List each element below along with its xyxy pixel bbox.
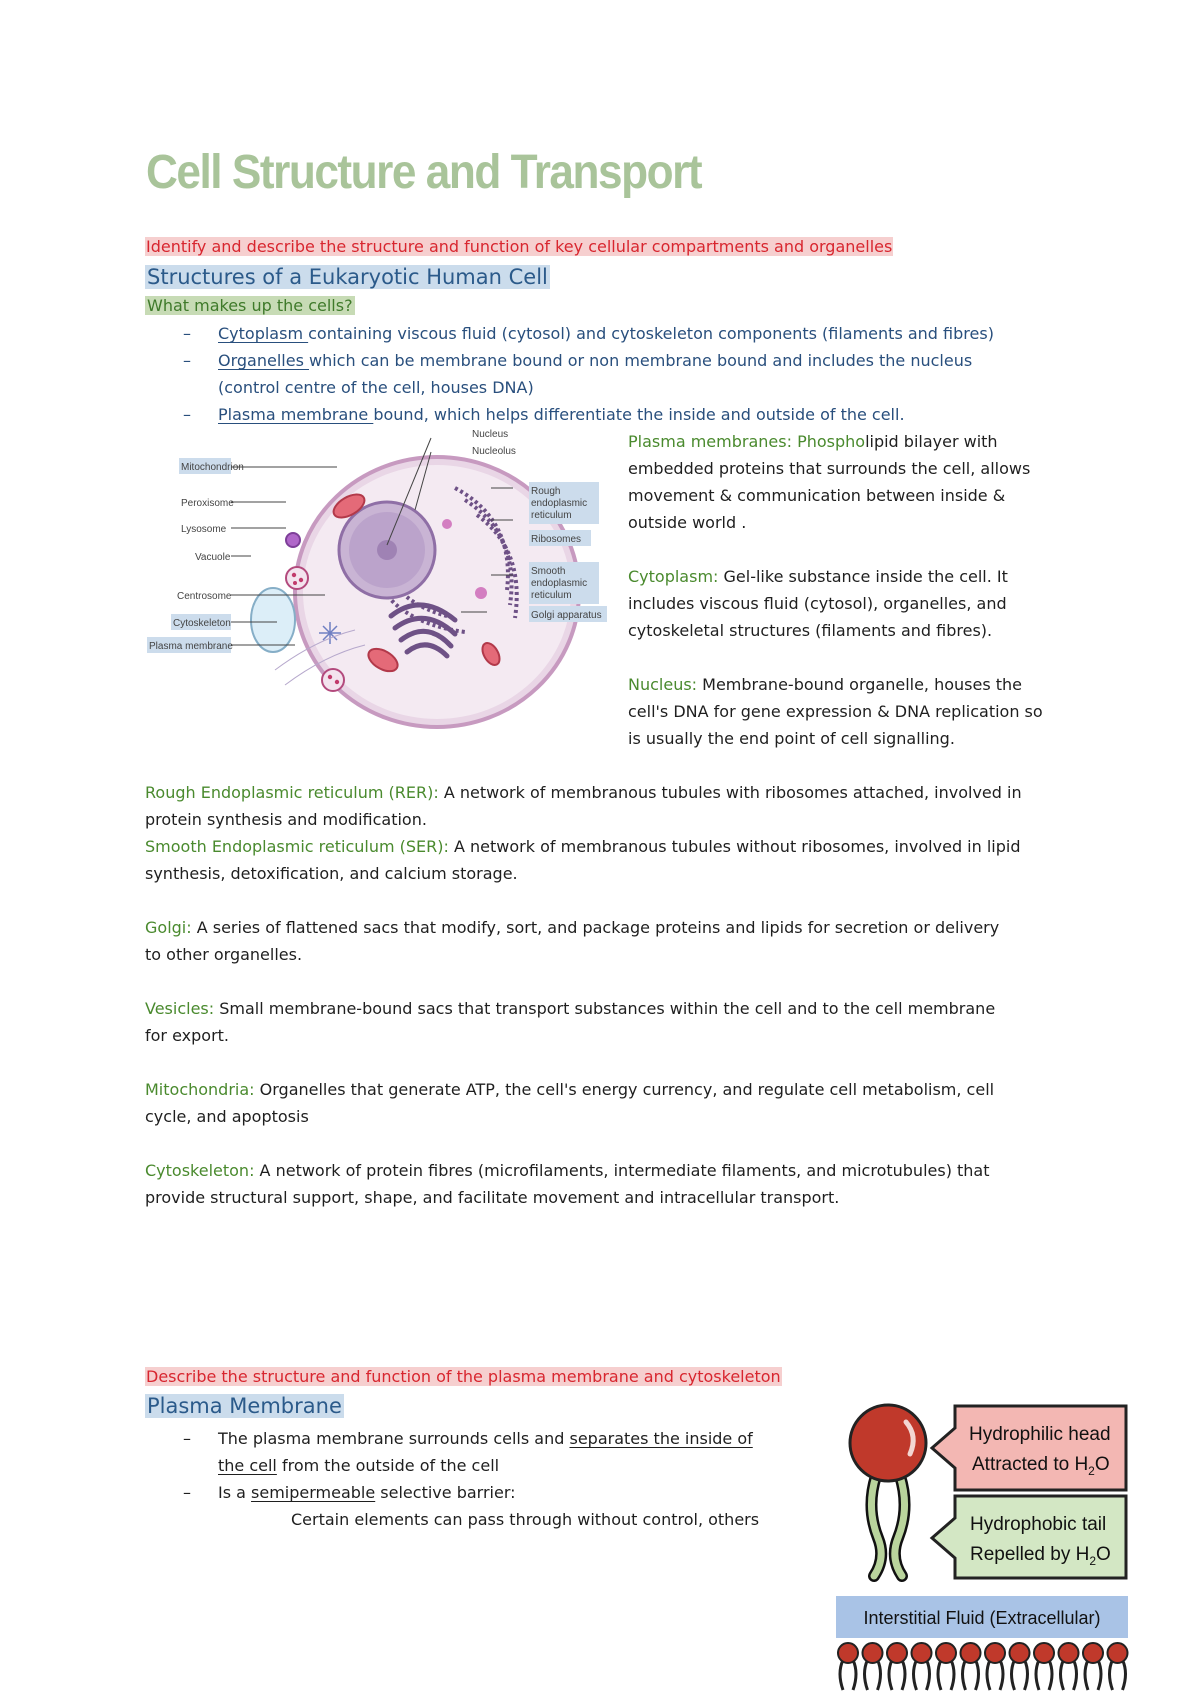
- bilayer-tail: [1000, 1660, 1003, 1690]
- label-lysosome: Lysosome: [181, 524, 227, 535]
- tail-label-1: Hydrophobic tail: [970, 1514, 1107, 1535]
- label-nucleus: Nucleus: [472, 429, 509, 440]
- heading-structures: Structures of a Eukaryotic Human Cell: [147, 265, 548, 289]
- vacuole-shape: [251, 588, 295, 652]
- bilayer-tail: [902, 1660, 905, 1690]
- organelle-paragraphs: [145, 779, 1065, 1211]
- bilayer-tail: [1110, 1660, 1113, 1690]
- bullet-semipermeable-cont: Certain elements can pass through without control, others: [291, 1510, 760, 1529]
- label-rough-er-1: Rough: [531, 486, 561, 497]
- bilayer-tail: [963, 1660, 966, 1690]
- bullet-organelles: – Organelles which can be membrane bound or non membrane bound and includes the nucleus: [183, 351, 973, 370]
- bilayer-tail: [878, 1660, 881, 1690]
- label-smooth-er-1: Smooth: [531, 566, 566, 577]
- bilayer-head: [1083, 1643, 1103, 1663]
- label-golgi: Golgi apparatus: [531, 610, 602, 621]
- side-paragraphs: [628, 428, 1068, 752]
- bullet-list-1: [183, 320, 1063, 428]
- phospholipid-diagram: [836, 1398, 1138, 1697]
- bilayer-tail: [1049, 1660, 1052, 1690]
- label-nucleolus: Nucleolus: [472, 446, 516, 457]
- bullet-semipermeable: – Is a semipermeable selective barrier:: [183, 1483, 516, 1502]
- page-title: Cell Structure and Transport: [146, 146, 702, 199]
- bilayer-tail: [938, 1660, 941, 1690]
- label-peroxisome: Peroxisome: [181, 498, 234, 509]
- bilayer-head: [887, 1643, 907, 1663]
- bilayer-tail: [1098, 1660, 1101, 1690]
- bilayer-tail: [976, 1660, 979, 1690]
- bullet-surrounds-cont: the cell from the outside of the cell: [218, 1456, 500, 1475]
- subheading-makeup: What makes up the cells?: [147, 296, 353, 315]
- peroxisome-shape: [286, 533, 300, 547]
- tail-label-2: Repelled by $H_2O$: [970, 1544, 1111, 1568]
- para-ser: Smooth Endoplasmic reticulum (SER): A network of membranous tubules without ribosomes, involved in lipid synthesis, detoxification, and calcium storage.: [145, 837, 1021, 883]
- label-cytoskeleton: Cytoskeleton: [173, 618, 231, 629]
- para-cytoskeleton: Cytoskeleton: A network of protein fibres (microfilaments, intermediate filaments, and microtubules) that provide structural support, shape, and facilitate movement and intracellular transport.: [145, 1161, 990, 1207]
- cell-diagram: [149, 429, 615, 728]
- bilayer-tail: [1085, 1660, 1088, 1690]
- bilayer-tail: [1061, 1660, 1064, 1690]
- label-centrosome: Centrosome: [177, 591, 232, 602]
- head-label-2: Attracted to $H_2O$: [972, 1454, 1110, 1478]
- bilayer-head: [912, 1643, 932, 1663]
- objective-1: Identify and describe the structure and function of key cellular compartments and organelles: [146, 237, 893, 256]
- head-callout: [932, 1406, 1126, 1490]
- bilayer-tail: [987, 1660, 990, 1690]
- bilayer-tail: [1123, 1660, 1126, 1690]
- bullet-organelles-cont: (control centre of the cell, houses DNA): [218, 378, 534, 397]
- bilayer-row: [838, 1643, 1128, 1690]
- label-rough-er-2: endoplasmic: [531, 498, 588, 509]
- para-cytoplasm: Cytoplasm: Gel-like substance inside the cell. It includes viscous fluid (cytosol), organelles, and cytoskeletal structures (filaments and fibres).: [628, 567, 1008, 640]
- para-rer: Rough Endoplasmic reticulum (RER): A network of membranous tubules with ribosomes attached, involved in protein synthesis and modification.: [145, 783, 1022, 829]
- label-smooth-er-2: endoplasmic: [531, 578, 588, 589]
- tail-callout: [932, 1496, 1126, 1578]
- objective-2: Describe the structure and function of the plasma membrane and cytoskeleton: [146, 1367, 781, 1386]
- label-smooth-er-3: reticulum: [531, 590, 572, 601]
- bilayer-head: [961, 1643, 981, 1663]
- bilayer-tail: [1012, 1660, 1015, 1690]
- bilayer-tail: [889, 1660, 892, 1690]
- bilayer-tail: [914, 1660, 917, 1690]
- label-ribosomes: Ribosomes: [531, 534, 582, 545]
- bilayer-tail: [1036, 1660, 1039, 1690]
- bilayer-tail: [951, 1660, 954, 1690]
- bilayer-head: [936, 1643, 956, 1663]
- bilayer-tail: [1074, 1660, 1077, 1690]
- bilayer-tail: [840, 1660, 843, 1690]
- label-vacuole: Vacuole: [195, 552, 231, 563]
- head-label-1: Hydrophilic head: [969, 1424, 1111, 1445]
- bilayer-tail: [1025, 1660, 1028, 1690]
- para-plasma-membranes: Plasma membranes: Phospholipid bilayer with embedded proteins that surrounds the cell, allows movement & communication between inside & outside world .: [628, 432, 1031, 532]
- lysosome-shape: [286, 567, 308, 589]
- bilayer-head: [1059, 1643, 1079, 1663]
- phospholipid-molecule: [850, 1405, 926, 1576]
- heading-plasma-membrane: Plasma Membrane: [147, 1394, 342, 1418]
- bilayer-head: [1108, 1643, 1128, 1663]
- bilayer-head: [863, 1643, 883, 1663]
- bilayer-tail: [927, 1660, 930, 1690]
- para-mitochondria: Mitochondria: Organelles that generate ATP, the cell's energy currency, and regulate cell metabolism, cell cycle, and apoptosis: [145, 1080, 995, 1126]
- para-nucleus: Nucleus: Membrane-bound organelle, houses the cell's DNA for gene expression & DNA replication so is usually the end point of cell signalling.: [628, 675, 1043, 748]
- nucleolus-shape: [377, 540, 397, 560]
- bullet-list-2: [183, 1425, 803, 1533]
- bilayer-head: [985, 1643, 1005, 1663]
- bilayer-head: [838, 1643, 858, 1663]
- para-vesicles: Vesicles: Small membrane-bound sacs that transport substances within the cell and to the cell membrane for export.: [145, 999, 996, 1045]
- bilayer-tail: [865, 1660, 868, 1690]
- bullet-plasma-membrane: – Plasma membrane bound, which helps differentiate the inside and outside of the cell.: [183, 405, 905, 424]
- label-mitochondrion: Mitochondrion: [181, 462, 244, 473]
- bullet-surrounds: – The plasma membrane surrounds cells and separates the inside of: [183, 1429, 753, 1448]
- bilayer-head: [1010, 1643, 1030, 1663]
- para-golgi: Golgi: A series of flattened sacs that modify, sort, and package proteins and lipids for secretion or delivery to other organelles.: [145, 918, 1000, 964]
- bilayer-tail: [853, 1660, 856, 1690]
- interstitial-fluid-label: Interstitial Fluid (Extracellular): [863, 1608, 1101, 1628]
- bullet-cytoplasm: – Cytoplasm containing viscous fluid (cytosol) and cytoskeleton components (filaments and fibres): [183, 324, 994, 343]
- label-plasma-membrane: Plasma membrane: [149, 641, 233, 652]
- label-rough-er-3: reticulum: [531, 510, 572, 521]
- bilayer-head: [1034, 1643, 1054, 1663]
